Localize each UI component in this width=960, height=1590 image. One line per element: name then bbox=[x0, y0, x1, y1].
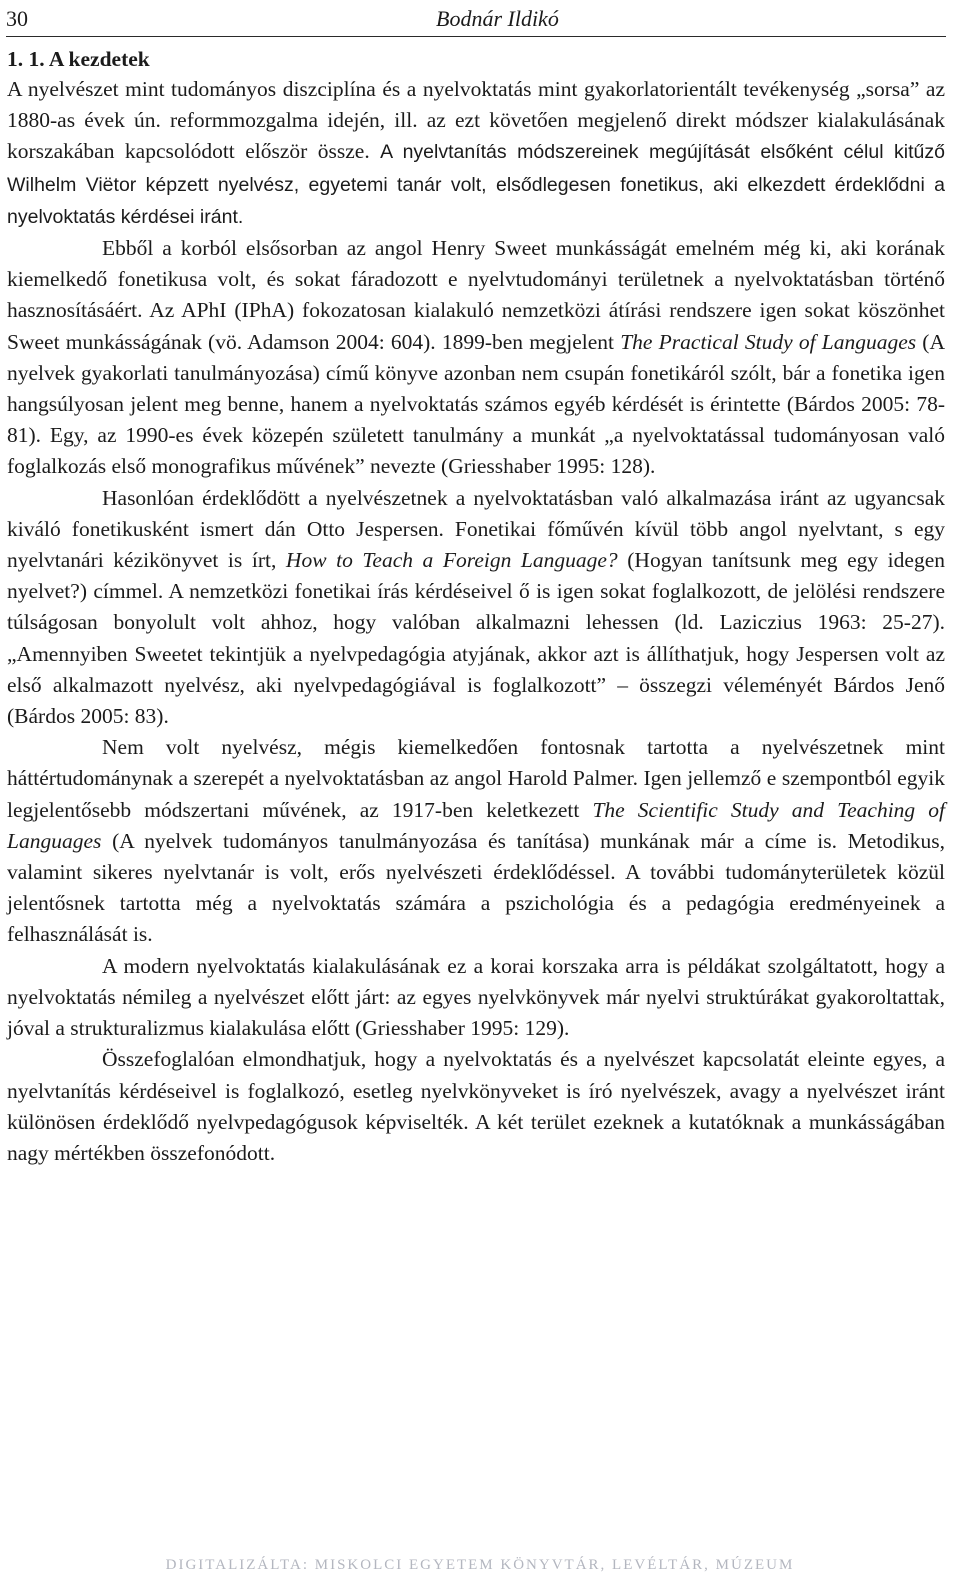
paragraph-2-text-b: (A nyelvek gyakorlati tanulmányozása) című könyve azonban nem csupán fonetikáról szólt, bár a fonetika igen hangsúlyosan jelent meg benne, hanem a nyelvoktatás számos egyéb kérdését is érintette (Bárdos 2005: 78-81). Egy, az 1990-es évek közepén született tanulmány a munkát „a nyelvoktatással tudományosan való foglalkozás első monografikus művének” nevezte (Griesshaber 1995: 128). bbox=[7, 329, 945, 479]
paragraph-1-text-b: A nyelvtanítás módszereinek megújítását elsőként célul kitűző Wilhelm Viëtor képzett nyelvész, egyetemi tanár volt, elsődlegesen fonetikus, aki elkezdett érdeklődni a nyelvoktatás kérdései iránt. bbox=[7, 141, 945, 228]
book-title-practical-study: The Practical Study of Languages bbox=[620, 329, 917, 354]
page-number: 30 bbox=[6, 6, 28, 31]
page-body bbox=[7, 44, 945, 1169]
paragraph-4-text-a: Nem volt nyelvész, mégis kiemelkedően fontosnak tartotta a nyelvészetnek mint háttértudománynak a szerepét a nyelvoktatásban az angol Harold Palmer. Igen jellemző e szempontból egyik legjelentősebb módszertani művének, az 1917-ben keletkezett bbox=[7, 735, 945, 822]
paragraph-2 bbox=[7, 233, 945, 483]
paragraph-5-text: A modern nyelvoktatás kialakulásának ez a korai korszaka arra is példákat szolgáltatott, hogy a nyelvoktatás némileg a nyelvészet előtt járt: az egyes nyelvkönyvek már nyelvi struktúrákat gyakoroltattak, jóval a strukturalizmus kialakulása előtt (Griesshaber 1995: 129). bbox=[7, 953, 945, 1041]
paragraph-3-text-b: (Hogyan tanítsunk meg egy idegen nyelvet?) címmel. A nemzetközi fonetikai írás kérdéseivel ő is igen sokat foglalkozott, de jelölési rendszere túlságosan bonyolult volt ahhoz, hogy valóban alkalmazni lehessen (ld. Laziczius 1963: 25-27). „Amennyiben Sweetet tekintjük a nyelvpedagógia atyjának, akkor azt is állíthatjuk, hogy Jespersen volt az első alkalmazott nyelvész, aki nyelvpedagógiával is foglalkozott” – összegzi véleményét Bárdos Jenő (Bárdos 2005: 83). bbox=[7, 548, 945, 729]
paragraph-2-text-a: Ebből a korból elsősorban az angol Henry Sweet munkásságát emelném még ki, aki korának kiemelkedő fonetikusa volt, és sokat fáradozott e nyelvtudományi területnek a nyelvoktatásban történő hasznosításáért. Az APhI (IPhA) fokozatosan kialakuló nemzetközi átírási rendszere igen sokat köszönhet Sweet munkásságának (vö. Adamson 2004: 604). 1899-ben megjelent bbox=[7, 236, 945, 354]
paragraph-4-text-b: (A nyelvek tudományos tanulmányozása és tanítása) munkának már a címe is. Metodikus, valamint sikeres nyelvtanár is volt, erős nyelvészeti érdeklődéssel. A további tudományterületek közül jelentősnek tartotta még a nyelvoktatás számára a pszichológia és a pedagógia eredményeinek a felhasználását is. bbox=[7, 828, 945, 947]
paragraph-6-text: Összefoglalóan elmondhatjuk, hogy a nyelvoktatás és a nyelvészet kapcsolatát eleinte egyes, a nyelvtanítás kérdéseivel is foglalkozó, esetleg nyelvkönyveket is író nyelvészek, avagy a nyelvészet iránt különösen érdeklődő nyelvpedagógusok képviselték. A két terület ezeknek a kutatóknak a munkásságában nagy mértékben összefonódott. bbox=[7, 1047, 945, 1165]
digitization-watermark: DIGITALIZÁLTA: MISKOLCI EGYETEM KÖNYVTÁR, LEVÉLTÁR, MÚZEUM bbox=[165, 1557, 795, 1573]
paragraph-4 bbox=[7, 732, 945, 950]
paragraph-5 bbox=[7, 951, 945, 1045]
running-head-author: Bodnár Ildikó bbox=[436, 6, 559, 31]
page-header bbox=[6, 4, 946, 37]
book-title-scientific-study: The Scientific Study and Teaching of Languages bbox=[7, 797, 945, 853]
paragraph-3-text-a: Hasonlóan érdeklődött a nyelvészetnek a nyelvoktatásban való alkalmazása iránt az ugyancsak kiváló fonetikusként ismert dán Otto Jespersen. Fonetikai főművén kívül több angol nyelvtant, s egy nyelvtanári kézikönyvet is írt, bbox=[7, 485, 945, 573]
paragraph-6 bbox=[7, 1044, 945, 1169]
paragraph-1 bbox=[7, 74, 945, 233]
book-title-how-to-teach: How to Teach a Foreign Language? bbox=[285, 548, 618, 573]
section-heading: 1. 1. A kezdetek bbox=[7, 47, 150, 71]
paragraph-1-text-a: A nyelvészet mint tudományos diszciplína és a nyelvoktatás mint gyakorlatorientált tevékenység „sorsa” az 1880-as évek ún. reformmozgalma idején, ill. az ezt követően megjelenő direkt módszer kialakulásának korszakában kapcsolódott először össze. bbox=[7, 77, 945, 164]
paragraph-3 bbox=[7, 483, 945, 733]
